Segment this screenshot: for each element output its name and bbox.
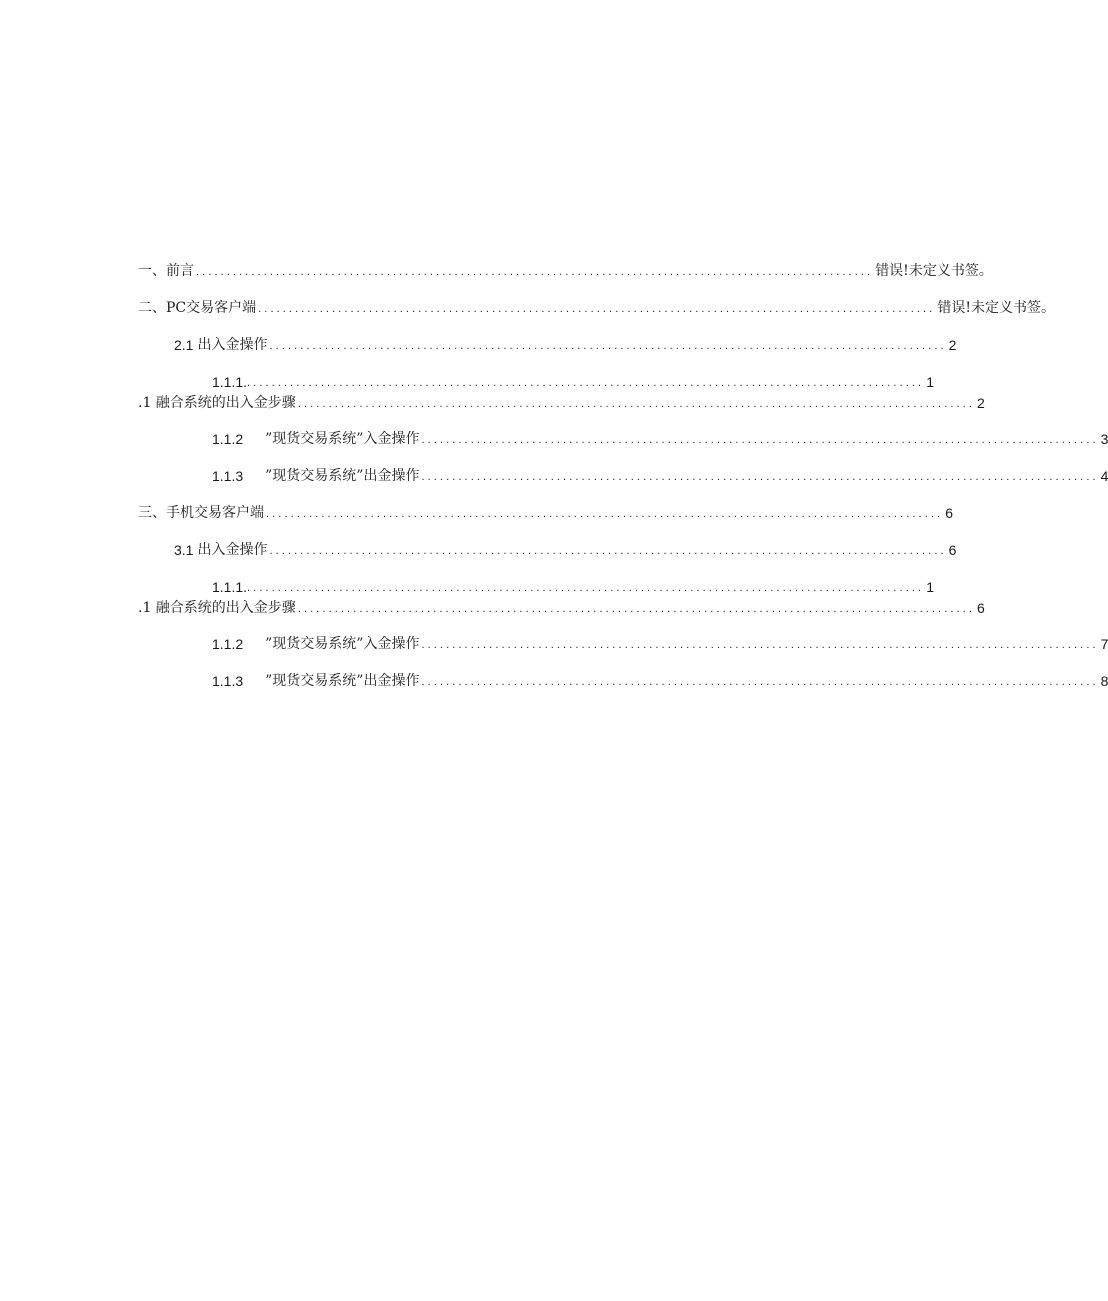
- dot-leader: ..............................................................................................................: [421, 471, 1099, 483]
- toc-entry-number: 1.1.1.: [212, 374, 248, 390]
- toc-entry-page: 3: [1100, 431, 1108, 447]
- toc-entry-page: 错误!未定义书签。: [875, 263, 993, 279]
- dot-leader: ..............................................................................................................: [196, 266, 874, 278]
- dot-leader: ..............................................................................................................: [258, 303, 936, 315]
- toc-entry-page: 6: [948, 542, 957, 558]
- dot-leader: ..............................................................................................................: [297, 603, 975, 615]
- toc-entry[interactable]: [174, 537, 957, 559]
- toc-entry[interactable]: [212, 574, 935, 596]
- toc-entry-number: 3.1: [174, 542, 194, 558]
- toc-entry[interactable]: [212, 426, 1108, 448]
- toc-entry-number: 1.1.2: [212, 636, 244, 652]
- toc-entry-title: 一、前言: [138, 263, 194, 279]
- dot-leader: ..............................................................................................................: [247, 377, 925, 389]
- toc-entry[interactable]: [212, 369, 935, 391]
- toc-entry-page: 8: [1100, 673, 1108, 689]
- toc-entry[interactable]: [174, 332, 957, 354]
- dot-leader: ..............................................................................................................: [421, 639, 1099, 651]
- toc-entry[interactable]: [138, 258, 993, 280]
- toc-entry-page: 6: [945, 505, 953, 521]
- toc-entry[interactable]: [212, 463, 1108, 485]
- toc-entry-page: 4: [1100, 468, 1108, 484]
- toc-entry-page: 6: [977, 600, 985, 616]
- toc-entry-number: 1.1.3: [212, 468, 244, 484]
- toc-entry[interactable]: [138, 595, 985, 617]
- dot-leader: ..............................................................................................................: [269, 545, 947, 557]
- toc-entry-title: 出入金操作: [197, 337, 268, 353]
- dot-leader: ..............................................................................................................: [269, 340, 947, 352]
- dot-leader: ..............................................................................................................: [247, 582, 925, 594]
- toc-entry-number: 2.1: [174, 337, 194, 353]
- toc-entry[interactable]: [138, 500, 953, 522]
- dot-leader: ..............................................................................................................: [266, 508, 944, 520]
- toc-entry-title: ”现货交易系统”入金操作: [265, 431, 420, 447]
- toc-entry-title: 出入金操作: [197, 542, 268, 558]
- toc-entry-page: 错误!未定义书签。: [937, 300, 1055, 316]
- toc-entry-title: ”现货交易系统”出金操作: [265, 673, 420, 689]
- toc-entry-title: ”现货交易系统”出金操作: [265, 468, 420, 484]
- toc-entry-title: 三、手机交易客户端: [138, 505, 264, 521]
- toc-entry-page: 2: [977, 395, 985, 411]
- dot-leader: ..............................................................................................................: [297, 398, 975, 410]
- toc-entry[interactable]: [212, 631, 1108, 653]
- toc-entry-page: 1: [926, 374, 935, 390]
- toc-entry-page: 1: [926, 579, 935, 595]
- toc-entry-page: 7: [1100, 636, 1108, 652]
- toc-entry-number: 1.1.1.: [212, 579, 248, 595]
- toc-entry-title: .1 融合系统的出入金步骤: [138, 395, 296, 411]
- toc-entry-title: 二、PC交易客户端: [138, 300, 257, 316]
- toc-entry[interactable]: [138, 295, 1055, 317]
- toc-entry[interactable]: [212, 668, 1108, 690]
- toc-entry-number: 1.1.2: [212, 431, 244, 447]
- toc-entry-title: ”现货交易系统”入金操作: [265, 636, 420, 652]
- toc-entry-number: 1.1.3: [212, 673, 244, 689]
- dot-leader: ..............................................................................................................: [421, 676, 1099, 688]
- toc-entry[interactable]: [138, 390, 985, 412]
- toc-entry-title: .1 融合系统的出入金步骤: [138, 600, 296, 616]
- dot-leader: ..............................................................................................................: [421, 434, 1099, 446]
- toc-entry-page: 2: [948, 337, 957, 353]
